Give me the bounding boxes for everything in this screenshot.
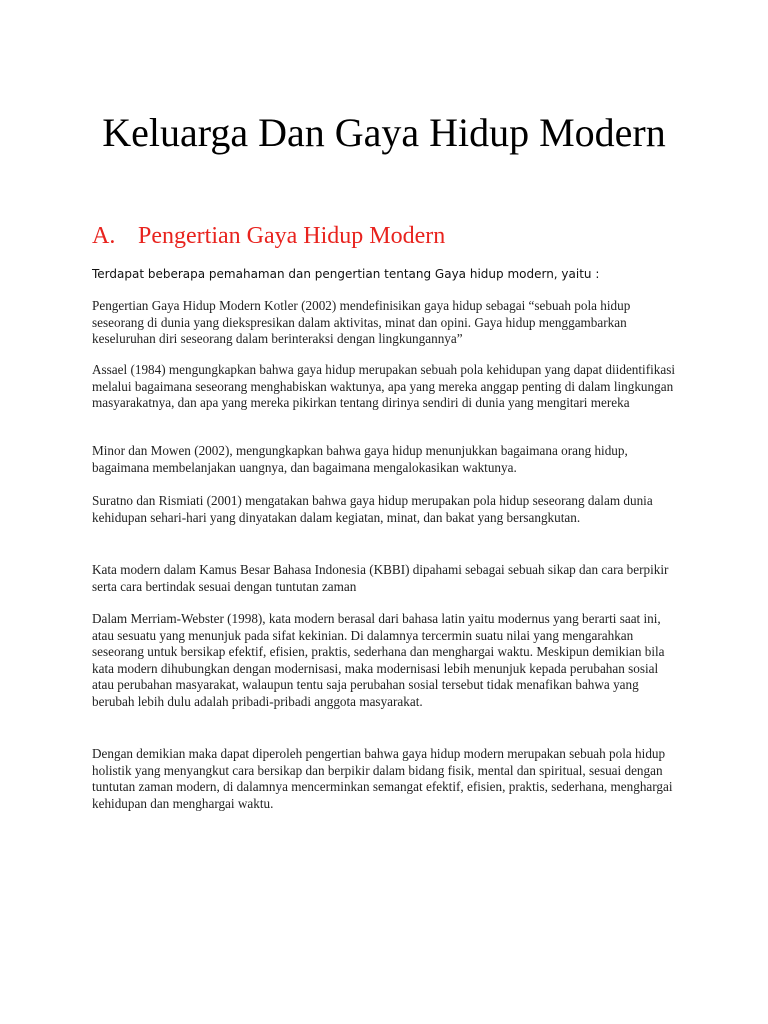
paragraph-merriam-webster: Dalam Merriam-Webster (1998), kata modern berasal dari bahasa latin yaitu modernus yang berarti saat ini, atau sesuatu yang menunjuk pada sifat kekinian. Di dalamnya tercermin suatu nilai yang mengarahkan seseorang untuk bersikap efektif, efisien, praktis, sederhana dan menghargai waktu. Meskipun demikian bila kata modern dihubungkan dengan modernisasi, maka modernisasi lebih menunjuk kepada perubahan sosial atau perubahan masyarakat, walaupun tentu saja perubahan sosial tersebut tidak menafikan bahwa yang berubah lebih dulu adalah pribadi-pribadi anggota masyarakat. xyxy=(92,611,665,709)
intro-text: Terdapat beberapa pemahaman dan pengertian tentang Gaya hidup modern, yaitu : xyxy=(92,267,600,281)
paragraph-kbbi: Kata modern dalam Kamus Besar Bahasa Indonesia (KBBI) dipahami sebagai sebuah sikap dan cara berpikir serta cara bertindak sesuai dengan tuntutan zaman xyxy=(92,562,669,594)
paragraph-minor-mowen: Minor dan Mowen (2002), mengungkapkan bahwa gaya hidup menunjukkan bagaimana orang hidup, bagaimana membelanjakan uangnya, dan bagaimana mengalokasikan waktunya. xyxy=(92,443,628,475)
document-title: Keluarga Dan Gaya Hidup Modern xyxy=(102,110,666,155)
section-heading xyxy=(92,220,445,252)
paragraph-assael: Assael (1984) mengungkapkan bahwa gaya hidup merupakan sebuah pola kehidupan yang dapat diidentifikasi melalui bagaimana seseorang menghabiskan waktunya, apa yang mereka anggap penting di dalam lingkungan masyarakatnya, dan apa yang mereka pikirkan tentang dirinya sendiri di dunia yang mengitari mereka xyxy=(92,362,676,411)
paragraph-kotler: Pengertian Gaya Hidup Modern Kotler (2002) mendefinisikan gaya hidup sebagai “sebuah pola hidup seseorang di dunia yang diekspresikan dalam aktivitas, minat dan opini. Gaya hidup menggambarkan keseluruhan diri seseorang dalam berinteraksi dengan lingkungannya” xyxy=(92,298,631,347)
section-number: A. xyxy=(92,223,116,249)
paragraph-suratno-rismiati: Suratno dan Rismiati (2001) mengatakan bahwa gaya hidup merupakan pola hidup seseorang dalam dunia kehidupan sehari-hari yang dinyatakan dalam kegiatan, minat, dan bakat yang bersangkutan. xyxy=(92,493,653,525)
paragraph-conclusion: Dengan demikian maka dapat diperoleh pengertian bahwa gaya hidup modern merupakan sebuah pola hidup holistik yang menyangkut cara bersikap dan berpikir dalam bidang fisik, mental dan spiritual, sesuai dengan tuntutan zaman modern, di dalamnya mencerminkan semangat efektif, efisien, praktis, sederhana, menghargai kehidupan dan menghargai waktu. xyxy=(92,746,673,811)
section-heading-text: Pengertian Gaya Hidup Modern xyxy=(138,223,446,249)
